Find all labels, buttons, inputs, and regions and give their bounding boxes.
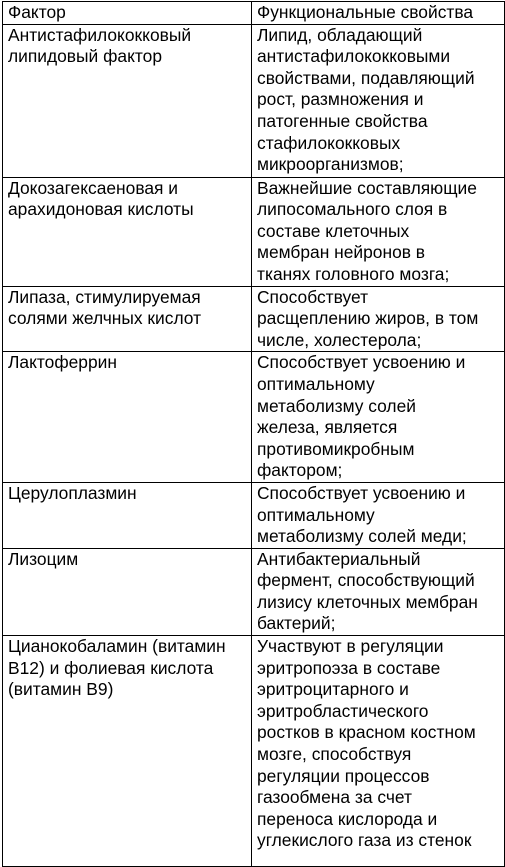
table-body [3,24,505,866]
properties-cell: Важнейшие составляющие липосомального слоя в составе клеточных мембран нейронов в тканях головного мозга; [252,177,505,286]
properties-cell: Способствует усвоению и оптимальному метаболизму солей меди; [252,482,505,548]
header-row [3,2,505,25]
table-row [3,286,505,352]
properties-cell: Антибактериальный фермент, способствующий лизису клеточных мембран бактерий; [252,548,505,635]
factors-table [2,1,505,867]
properties-cell: Участвуют в регуляции эритропоэза в составе эритроцитарного и эритробластического ростков в красном костном мозге, способствуя регуляции процессов газообмена за счет переноса кислорода и углекислого газа из стенок [252,636,505,867]
factor-cell: Липаза, стимулируемая солями желчных кислот [3,286,252,352]
table-row [3,177,505,286]
factor-cell: Антистафилококковый липидовый фактор [3,24,252,177]
factor-cell: Цианокобаламин (витамин B12) и фолиевая кислота (витамин B9) [3,636,252,867]
factor-cell: Церулоплазмин [3,482,252,548]
table-row [3,352,505,483]
properties-cell: Липид, обладающий антистафилококковыми свойствами, подавляющий рост, размножения и патогенные свойства стафилококковых микроорганизмов; [252,24,505,177]
factor-cell: Докозагексаеновая и арахидоновая кислоты [3,177,252,286]
table-row [3,482,505,548]
factor-cell: Лизоцим [3,548,252,635]
factor-cell: Лактоферрин [3,352,252,483]
table-row [3,24,505,177]
properties-cell: Способствует усвоению и оптимальному метаболизму солей железа, является противомикробным фактором; [252,352,505,483]
column-header-properties: Функциональные свойства [252,2,505,25]
properties-cell: Способствует расщеплению жиров, в том числе, холестерола; [252,286,505,352]
table-row [3,548,505,635]
table-header [3,2,505,25]
table-row [3,636,505,867]
column-header-factor: Фактор [3,2,252,25]
